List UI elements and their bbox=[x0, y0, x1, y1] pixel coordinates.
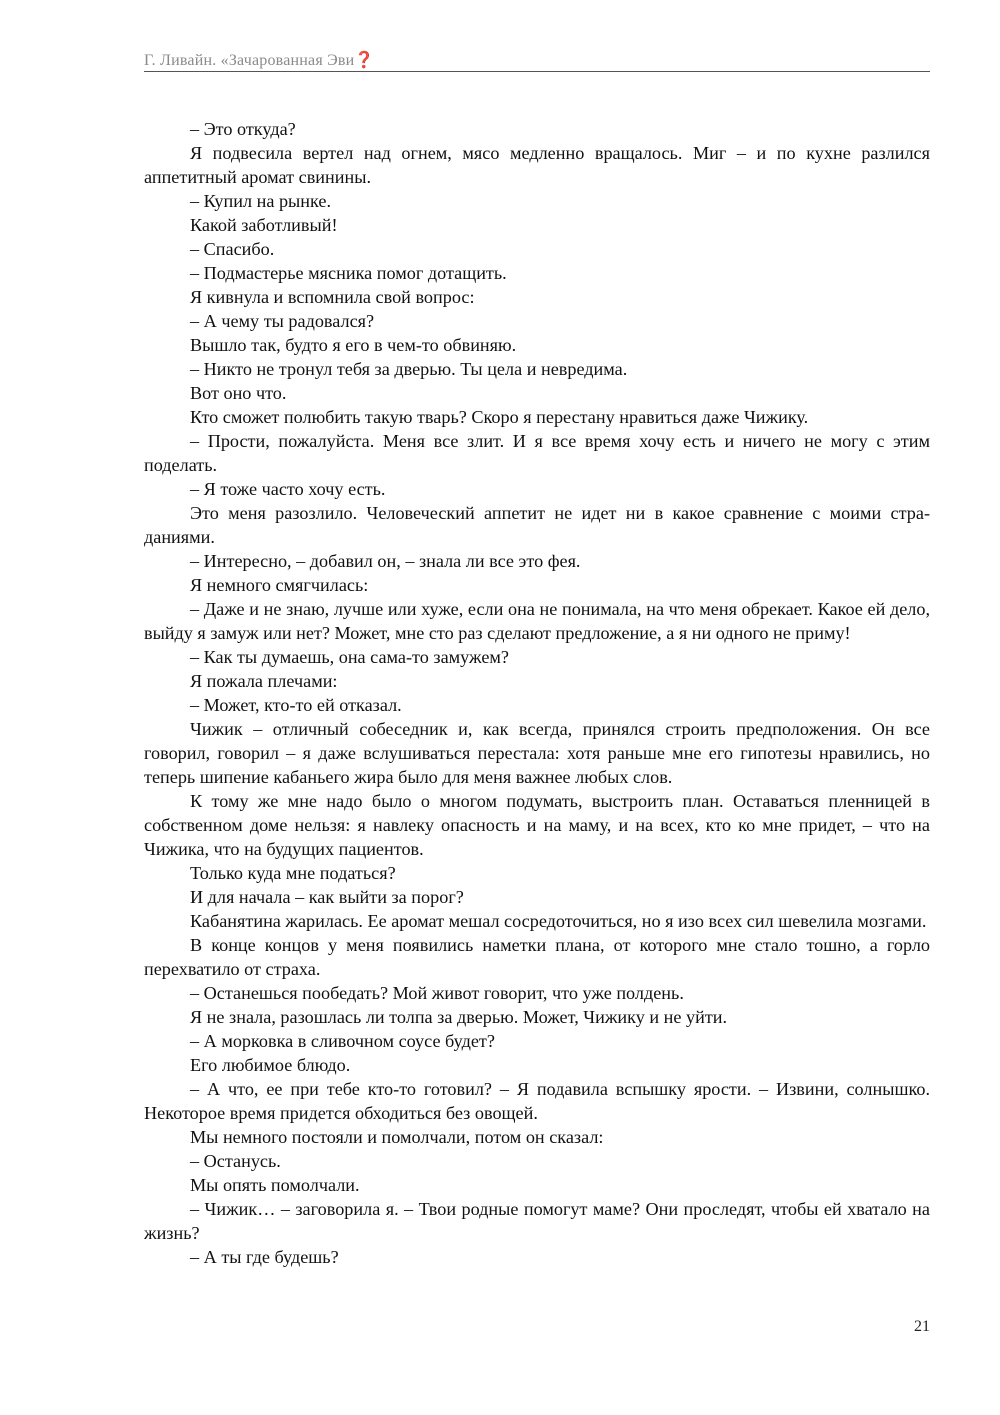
paragraph: – Интересно, – добавил он, – знала ли все это фея. bbox=[190, 551, 581, 571]
paragraph: К тому же мне надо было о многом подумать, выстроить план. Оставаться пленницей в собственном доме нельзя: я навлеку опасность и на маму, и на всех, кто ко мне придет, – что на Чижика, что на будущих пациентов. bbox=[144, 791, 930, 859]
paragraph: Я кивнула и вспомнила свой вопрос: bbox=[190, 287, 475, 307]
paragraph: – Может, кто-то ей отказал. bbox=[190, 695, 402, 715]
paragraph: – Купил на рынке. bbox=[190, 191, 331, 211]
paragraph: Я подвесила вертел над огнем, мясо медленно вращалось. Миг – и по кухне разлился аппетитный аромат свинины. bbox=[144, 143, 930, 187]
paragraph: Чижик – отличный собеседник и, как всегда, принялся строить предположения. Он все говорил, говорил – я даже вслушиваться перестала: хотя раньше мне его гипотезы нравились, но теперь шипение кабаньего жира было для меня важнее любых слов. bbox=[144, 719, 930, 787]
paragraph: Я не знала, разошлась ли толпа за дверью. Может, Чижику и не уйти. bbox=[190, 1007, 728, 1027]
page-number: 21 bbox=[914, 1318, 930, 1335]
paragraph: Я немного смягчилась: bbox=[190, 575, 369, 595]
paragraph: – Даже и не знаю, лучше или хуже, если она не понимала, на что меня обрекает. Какое ей дело, выйду я замуж или нет? Может, мне сто раз сделают предложение, а я ни одного не приму! bbox=[144, 599, 930, 643]
paragraph: – А что, ее при тебе кто-то готовил? – Я подавила вспышку ярости. – Извини, солнышко. Некоторое время придется обходиться без овощей. bbox=[144, 1079, 930, 1123]
paragraph: Вот оно что. bbox=[190, 383, 287, 403]
paragraph: Я пожала плечами: bbox=[190, 671, 338, 691]
paragraph: Это меня разозлило. Человеческий аппетит не идет ни в какое сравнение с моими страданиями. bbox=[144, 503, 930, 547]
paragraph: Только куда мне податься? bbox=[190, 863, 396, 883]
paragraph: – Останешься пообедать? Мой живот говорит, что уже полдень. bbox=[190, 983, 684, 1003]
paragraph: Мы немного постояли и помолчали, потом он сказал: bbox=[190, 1127, 604, 1147]
paragraph: – Спасибо. bbox=[190, 239, 275, 259]
paragraph: – Как ты думаешь, она сама-то замужем? bbox=[190, 647, 510, 667]
paragraph: – Подмастерье мясника помог дотащить. bbox=[190, 263, 507, 283]
paragraph: – А морковка в сливочном соусе будет? bbox=[190, 1031, 495, 1051]
paragraph: – Это откуда? bbox=[190, 119, 296, 139]
paragraph: Какой заботливый! bbox=[190, 215, 338, 235]
paragraph: Его любимое блюдо. bbox=[190, 1055, 351, 1075]
paragraph: – А ты где будешь? bbox=[190, 1247, 339, 1267]
paragraph: – Никто не тронул тебя за дверью. Ты цела и невредима. bbox=[190, 359, 628, 379]
paragraph: Вышло так, будто я его в чем-то обвиняю. bbox=[190, 335, 517, 355]
paragraph: – Останусь. bbox=[190, 1151, 281, 1171]
body-text bbox=[144, 117, 930, 1269]
paragraph: И для начала – как выйти за порог? bbox=[190, 887, 464, 907]
paragraph: – Прости, пожалуйста. Меня все злит. И я все время хочу есть и ничего не могу с этим поделать. bbox=[144, 431, 930, 475]
paragraph: Кабанятина жарилась. Ее аромат мешал сосредоточиться, но я изо всех сил шевелила мозгами. bbox=[190, 911, 927, 931]
header-divider bbox=[144, 71, 930, 72]
paragraph: В конце концов у меня появились наметки плана, от которого мне стало тошно, а горло перехватило от страха. bbox=[144, 935, 930, 979]
paragraph: Мы опять помолчали. bbox=[190, 1175, 360, 1195]
running-header: Г. Ливайн. «Зачарованная Эви❓ bbox=[144, 52, 375, 69]
paragraph: – А чему ты радовался? bbox=[190, 311, 375, 331]
paragraph: – Я тоже часто хочу есть. bbox=[190, 479, 386, 499]
paragraph: – Чижик… – заговорила я. – Твои родные помогут маме? Они проследят, чтобы ей хватало на жизнь? bbox=[144, 1199, 930, 1243]
paragraph: Кто сможет полюбить такую тварь? Скоро я перестану нравиться даже Чижику. bbox=[190, 407, 809, 427]
